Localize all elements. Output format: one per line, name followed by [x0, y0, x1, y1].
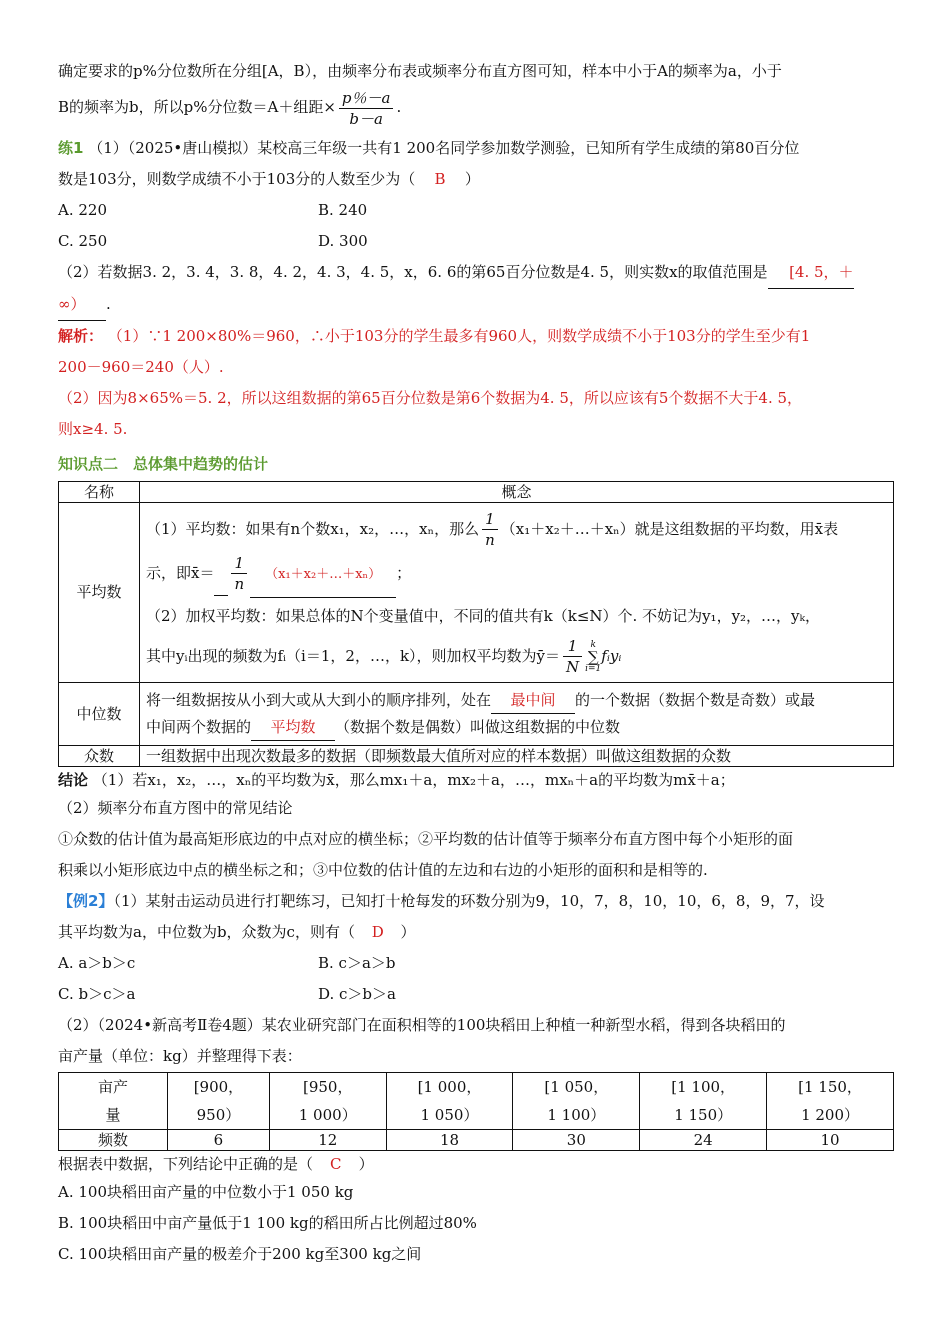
choice-c: C. 100块稻田亩产量的极差介于200 kg至300 kg之间: [58, 1244, 422, 1263]
example-2-q2-line-2: 亩产量（单位：kg）并整理得下表：: [58, 1046, 302, 1065]
concept-table: [58, 481, 894, 767]
example-2-options-row-1: [58, 948, 894, 979]
median-name: 中位数: [59, 682, 140, 745]
mean-name: 平均数: [59, 502, 140, 682]
option-d: D. 300: [318, 231, 368, 250]
yield-table-interval-row: [59, 1072, 894, 1129]
choice-b: B. 100块稻田中亩产量低于1 100 kg的稻田所占比例超过80%: [58, 1213, 477, 1232]
yield-label: 亩产 量: [59, 1072, 168, 1129]
exercise-1-tag: 练1: [58, 138, 84, 157]
ex2-option-c: C. b＞c＞a: [58, 984, 136, 1003]
interval-cell: [1 050， 1 100）: [513, 1072, 640, 1129]
frequency-cell: 24: [640, 1129, 767, 1150]
header-name: 名称: [59, 481, 140, 502]
yield-table-frequency-row: [59, 1129, 894, 1150]
mean-formula-blank: （x₁＋x₂＋…＋xₙ）: [250, 553, 396, 598]
row-mode: [59, 745, 894, 766]
interval-cell: [950， 1 000）: [269, 1072, 386, 1129]
exercise-1-q1-line-1: 练1 （1）（2025•唐山模拟）某校高三年级一共有1 200名同学参加数学测验，已知所有学生成绩的第80百分位: [58, 138, 800, 157]
exercise-1-options-row-2: [58, 226, 894, 257]
mode-name: 众数: [59, 745, 140, 766]
median-blank-2: 平均数: [251, 714, 335, 741]
option-a: A. 220: [58, 200, 107, 219]
yield-table: [58, 1072, 894, 1151]
example-2-options-row-2: [58, 979, 894, 1010]
interval-cell: [1 000， 1 050）: [386, 1072, 513, 1129]
example-2-q2-line-3: 根据表中数据，下列结论中正确的是（ C ）: [58, 1151, 894, 1177]
example-2-q2-line-1: （2）（2024•新高考Ⅱ卷4题）某农业研究部门在面积相等的100块稻田上种植一种新型水稻，得到各块稻田的: [58, 1015, 786, 1034]
exercise-1-q1-answer: B: [434, 169, 446, 188]
option-b: B. 240: [318, 200, 368, 219]
intro-line-2: B的频率为b，所以p%分位数＝A＋组距× $\frac{p\%-a}{b-a}$ .: [58, 88, 402, 128]
example-2-q1-line-2: 其平均数为a，中位数为b，众数为c，则有（ D ）: [58, 917, 894, 948]
frequency-cell: 18: [386, 1129, 513, 1150]
example-2-q2-answer: C: [330, 1154, 342, 1173]
example-2-q1-line-1: 【例2】（1）某射击运动员进行打靶练习，已知打十枪每发的环数分别为9，10，7，8，10，10，6，8，9，7，设: [58, 891, 825, 910]
intro-fraction: $\frac{p\%-a}{b-a}$: [339, 88, 394, 129]
solution-line-3: （2）因为8×65%＝5. 2，所以这组数据的第65百分位数是第6个数据为4. 5，所以应该有5个数据不大于4. 5，: [58, 388, 803, 407]
row-mean: [59, 502, 894, 682]
exercise-1-q2-answer-a: [4. 5，＋: [768, 257, 854, 289]
solution-line-4: 则x≥4. 5.: [58, 419, 128, 438]
frequency-cell: 6: [168, 1129, 270, 1150]
document-page: [58, 56, 894, 1270]
ex2-option-a: A. a＞b＞c: [58, 953, 136, 972]
frequency-cell: 10: [767, 1129, 894, 1150]
interval-cell: [1 100， 1 150）: [640, 1072, 767, 1129]
exercise-1-q2-line-2: ∞） .: [58, 289, 894, 321]
interval-cell: [1 150， 1 200）: [767, 1072, 894, 1129]
exercise-1-q2-line-1: （2）若数据3. 2，3. 4，3. 8，4. 2，4. 3，4. 5，x，6. 6的第65百分位数是4. 5，则实数x的取值范围是 [4. 5，＋: [58, 257, 894, 289]
section-2-title: 知识点二 总体集中趋势的估计: [58, 454, 269, 473]
example-2-tag: 【例2】: [58, 891, 114, 910]
solution-label: 解析：: [58, 326, 104, 345]
ex2-option-b: B. c＞a＞b: [318, 953, 396, 972]
median-blank-1: 最中间: [491, 687, 575, 714]
exercise-1-q1-line-2: 数是103分，则数学成绩不小于103分的人数至少为（ B ）: [58, 164, 894, 195]
mode-concept: 一组数据中出现次数最多的数据（即频数最大值所对应的样本数据）叫做这组数据的众数: [140, 745, 894, 766]
interval-cell: [900， 950）: [168, 1072, 270, 1129]
solution-line-1: 解析： （1）∵1 200×80%＝960，∴小于103分的学生最多有960人，则数学成绩不小于103分的学生至少有1: [58, 326, 811, 345]
median-concept: 将一组数据按从小到大或从大到小的顺序排列，处在 最中间 的一个数据（数据个数是奇数）或最 中间两个数据的 平均数 （数据个数是偶数）叫做这组数据的中位数: [140, 682, 894, 745]
solution-line-2: 200－960＝240（人）.: [58, 357, 224, 376]
frequency-label: 频数: [59, 1129, 168, 1150]
conclusion-line-3: ①众数的估计值为最高矩形底边的中点对应的横坐标；②平均数的估计值等于频率分布直方图中每个小矩形的面: [58, 829, 794, 848]
row-median: [59, 682, 894, 745]
frequency-cell: 30: [513, 1129, 640, 1150]
conclusion-line-2: （2）频率分布直方图中的常见结论: [58, 798, 293, 817]
mean-concept: （1）平均数：如果有n个数x₁，x₂，…，xₙ，那么 $\frac{1}{n}$ （x₁＋x₂＋…＋xₙ）就是这组数据的平均数，用x̄表 示，即x̄＝ $\frac{1}{n}$ （x₁＋x₂＋…＋xₙ） ； （2）加权平均数：如果总体的N个变量值中，不同的值共有k（k≤N）个. 不妨记为y₁，y₂，…，yₖ， 其中yᵢ出现的频数为fᵢ（i＝1，2，…，k），则加权平均数为ȳ＝ $\frac{1}{N}$ k ∑ i=1 fᵢyᵢ: [140, 502, 894, 682]
frequency-cell: 12: [269, 1129, 386, 1150]
intro-line-1: 确定要求的p%分位数所在分组[A，B），由频率分布表或频率分布直方图可知，样本中小于A的频率为a，小于: [58, 62, 782, 80]
option-c: C. 250: [58, 231, 108, 250]
ex2-option-d: D. c＞b＞a: [318, 984, 396, 1003]
sum-symbol: k ∑ i=1: [585, 639, 602, 674]
concept-table-header: [59, 481, 894, 502]
conclusion-label: 结论: [58, 770, 89, 789]
exercise-1-options-row-1: [58, 195, 894, 226]
conclusion-line-4: 积乘以小矩形底边中点的横坐标之和；③中位数的估计值的左边和右边的小矩形的面积和是相等的.: [58, 860, 708, 879]
example-2-q1-answer: D: [371, 922, 384, 941]
header-concept: 概念: [140, 481, 894, 502]
choice-a: A. 100块稻田亩产量的中位数小于1 050 kg: [58, 1182, 354, 1201]
conclusion-line-1: 结论 （1）若x₁，x₂，…，xₙ的平均数为x̄，那么mx₁＋a，mx₂＋a，…，mxₙ＋a的平均数为mx̄＋a；: [58, 770, 735, 789]
exercise-1-q2-answer-b: ∞）: [58, 289, 106, 321]
